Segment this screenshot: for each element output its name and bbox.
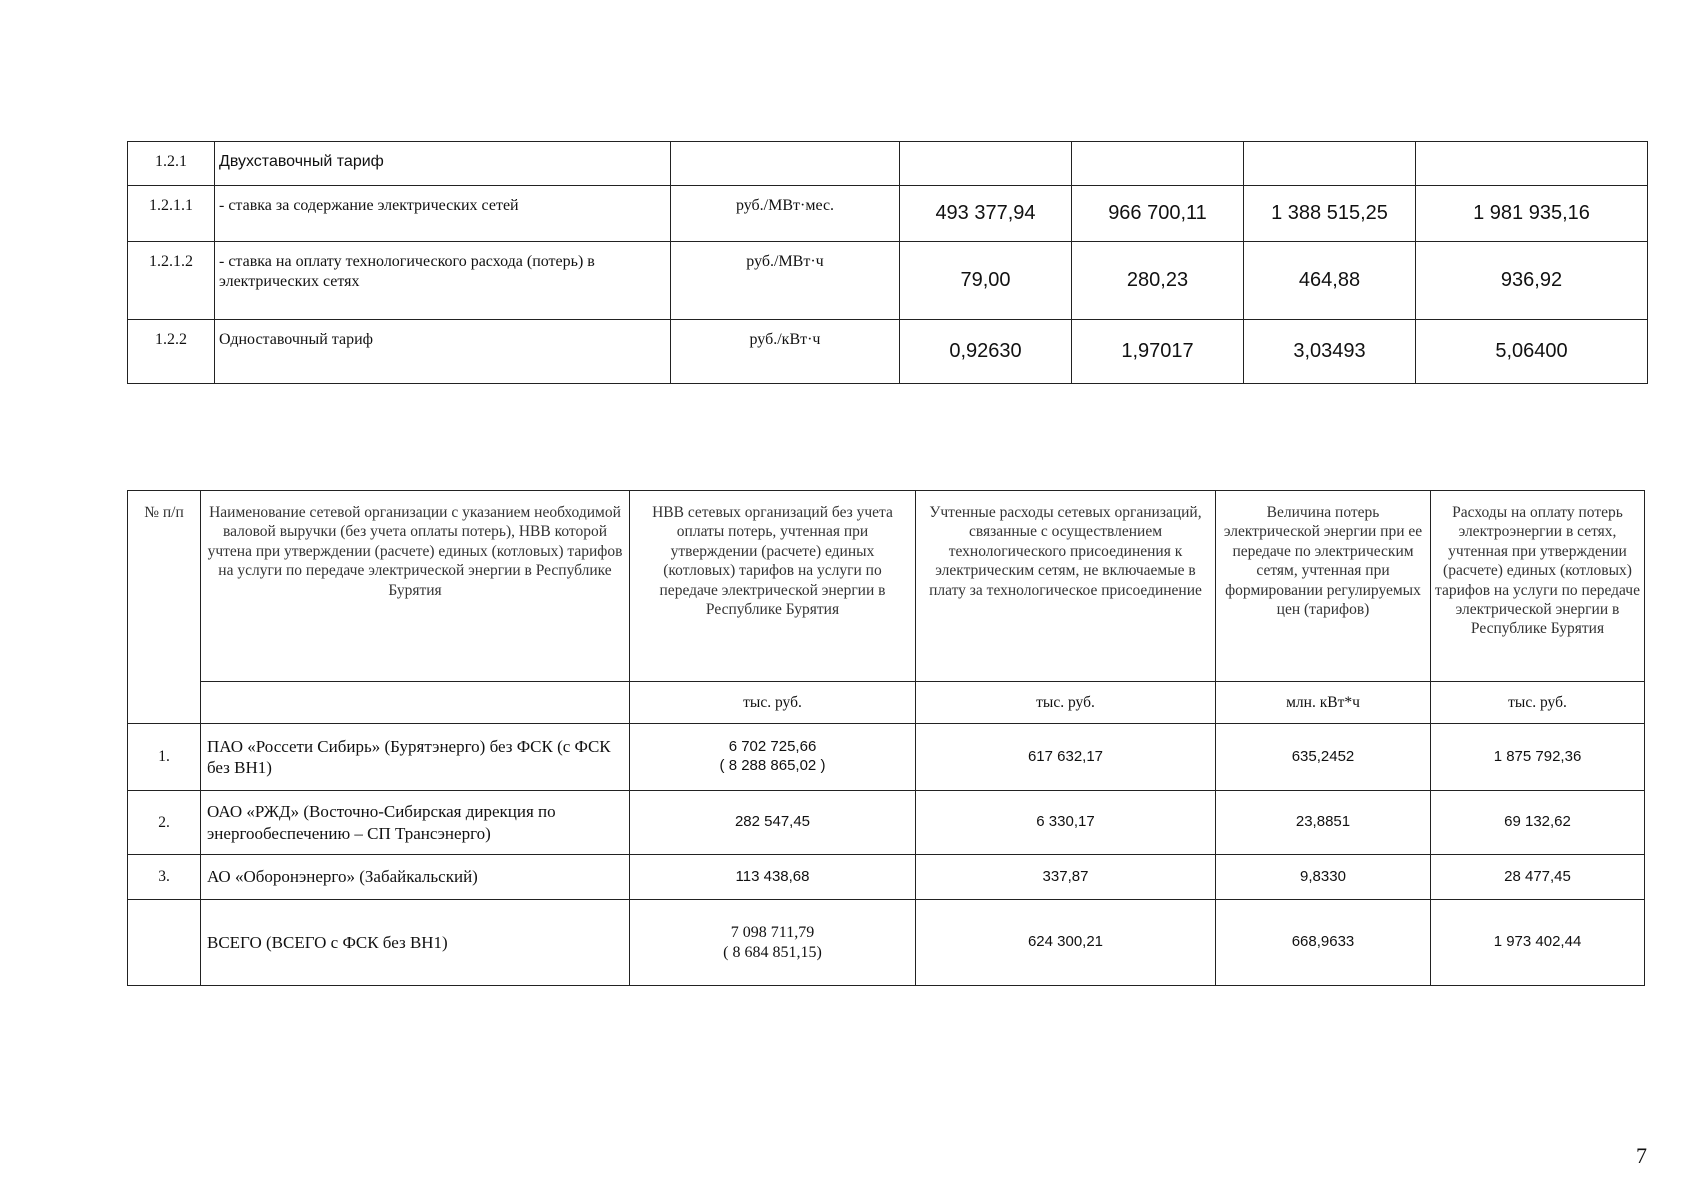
value-cell: 0,92630 xyxy=(900,320,1072,384)
value-cell: 493 377,94 xyxy=(900,186,1072,242)
network-org-table xyxy=(127,490,1645,986)
loss-cell: 23,8851 xyxy=(1216,791,1431,855)
tp-cost-cell: 617 632,17 xyxy=(916,724,1216,791)
loss-cell: 668,9633 xyxy=(1216,900,1431,986)
value-cell xyxy=(1072,142,1244,186)
nvv-value: 113 438,68 xyxy=(735,867,810,885)
org-name: ПАО «Россети Сибирь» (Бурятэнерго) без ФСК (с ФСК без ВН1) xyxy=(201,724,630,791)
row-number: 1.2.1 xyxy=(128,142,215,186)
unit-cell: тыс. руб. xyxy=(630,682,916,724)
row-unit: руб./кВт·ч xyxy=(671,320,900,384)
row-unit: руб./МВт·мес. xyxy=(671,186,900,242)
unit-cell-empty xyxy=(201,682,630,724)
table-row xyxy=(128,186,1648,242)
row-number: 1. xyxy=(128,724,201,791)
header-row xyxy=(128,491,1645,682)
loss-cell: 635,2452 xyxy=(1216,724,1431,791)
tariff-table xyxy=(127,141,1648,384)
nvv-cell xyxy=(630,724,916,791)
table-row xyxy=(128,320,1648,384)
value-cell: 464,88 xyxy=(1244,242,1416,320)
value-cell: 79,00 xyxy=(900,242,1072,320)
tp-cost-cell: 624 300,21 xyxy=(916,900,1216,986)
value-cell xyxy=(1416,142,1648,186)
unit-cell: млн. кВт*ч xyxy=(1216,682,1431,724)
unit-cell: тыс. руб. xyxy=(916,682,1216,724)
column-header: Величина потерь электрической энергии при ее передаче по электрическим сетям, учтенная при формировании регулируемых цен (тарифов) xyxy=(1216,491,1431,682)
loss-cost-cell: 28 477,45 xyxy=(1431,855,1645,900)
row-name: - ставка за содержание электрических сетей xyxy=(215,186,671,242)
value-cell: 936,92 xyxy=(1416,242,1648,320)
value-cell: 966 700,11 xyxy=(1072,186,1244,242)
column-header: Расходы на оплату потерь электроэнергии в сетях, учтенная при утверждении (расчете) единых (котловых) тарифов на услуги по передаче электрической энергии в Республике Бурятия xyxy=(1431,491,1645,682)
value-cell xyxy=(1244,142,1416,186)
row-name: Одноставочный тариф xyxy=(215,320,671,384)
org-name: ОАО «РЖД» (Восточно-Сибирская дирекция по энергообеспечению – СП Трансэнерго) xyxy=(201,791,630,855)
value-cell: 1 388 515,25 xyxy=(1244,186,1416,242)
row-name: Двухставочный тариф xyxy=(215,142,671,186)
org-name: АО «Оборонэнерго» (Забайкальский) xyxy=(201,855,630,900)
table-row xyxy=(128,142,1648,186)
units-row xyxy=(128,682,1645,724)
nvv-alt-value: ( 8 684 851,15) xyxy=(723,943,822,961)
nvv-cell xyxy=(630,900,916,986)
column-header: Учтенные расходы сетевых организаций, связанные с осуществлением технологического присоединения к электрическим сетям, не включаемые в плату за технологическое присоединение xyxy=(916,491,1216,682)
table-row xyxy=(128,791,1645,855)
column-header: № п/п xyxy=(128,491,201,724)
org-name: ВСЕГО (ВСЕГО с ФСК без ВН1) xyxy=(201,900,630,986)
loss-cost-cell: 69 132,62 xyxy=(1431,791,1645,855)
row-unit: руб./МВт·ч xyxy=(671,242,900,320)
nvv-alt-value: ( 8 288 865,02 ) xyxy=(719,757,826,774)
value-cell xyxy=(900,142,1072,186)
nvv-value: 282 547,45 xyxy=(734,813,811,831)
loss-cost-cell: 1 875 792,36 xyxy=(1431,724,1645,791)
nvv-value: 7 098 711,79 xyxy=(730,923,815,941)
value-cell: 280,23 xyxy=(1072,242,1244,320)
nvv-cell xyxy=(630,855,916,900)
column-header: НВВ сетевых организаций без учета оплаты потерь, учтенная при утверждении (расчете) единых (котловых) тарифов на услуги по передаче электрической энергии в Республике Бурятия xyxy=(630,491,916,682)
value-cell: 3,03493 xyxy=(1244,320,1416,384)
tp-cost-cell: 337,87 xyxy=(916,855,1216,900)
unit-cell: тыс. руб. xyxy=(1431,682,1645,724)
table-row xyxy=(128,242,1648,320)
loss-cell: 9,8330 xyxy=(1216,855,1431,900)
value-cell: 1,97017 xyxy=(1072,320,1244,384)
row-number: 1.2.1.1 xyxy=(128,186,215,242)
value-cell: 5,06400 xyxy=(1416,320,1648,384)
tp-cost-cell: 6 330,17 xyxy=(916,791,1216,855)
row-unit xyxy=(671,142,900,186)
value-cell: 1 981 935,16 xyxy=(1416,186,1648,242)
row-name: - ставка на оплату технологического расхода (потерь) в электрических сетях xyxy=(215,242,671,320)
nvv-cell xyxy=(630,791,916,855)
nvv-value: 6 702 725,66 xyxy=(728,738,817,756)
row-number xyxy=(128,900,201,986)
row-number: 2. xyxy=(128,791,201,855)
table-row-total xyxy=(128,900,1645,986)
row-number: 1.2.1.2 xyxy=(128,242,215,320)
table-row xyxy=(128,855,1645,900)
row-number: 1.2.2 xyxy=(128,320,215,384)
table-row xyxy=(128,724,1645,791)
page-number: 7 xyxy=(1636,1143,1647,1168)
column-header: Наименование сетевой организации с указанием необходимой валовой выручки (без учета оплаты потерь), НВВ которой учтена при утверждении (расчете) единых (котловых) тарифов на услуги по передаче электрической энергии в Республике Бурятия xyxy=(201,491,630,682)
row-number: 3. xyxy=(128,855,201,900)
loss-cost-cell: 1 973 402,44 xyxy=(1431,900,1645,986)
